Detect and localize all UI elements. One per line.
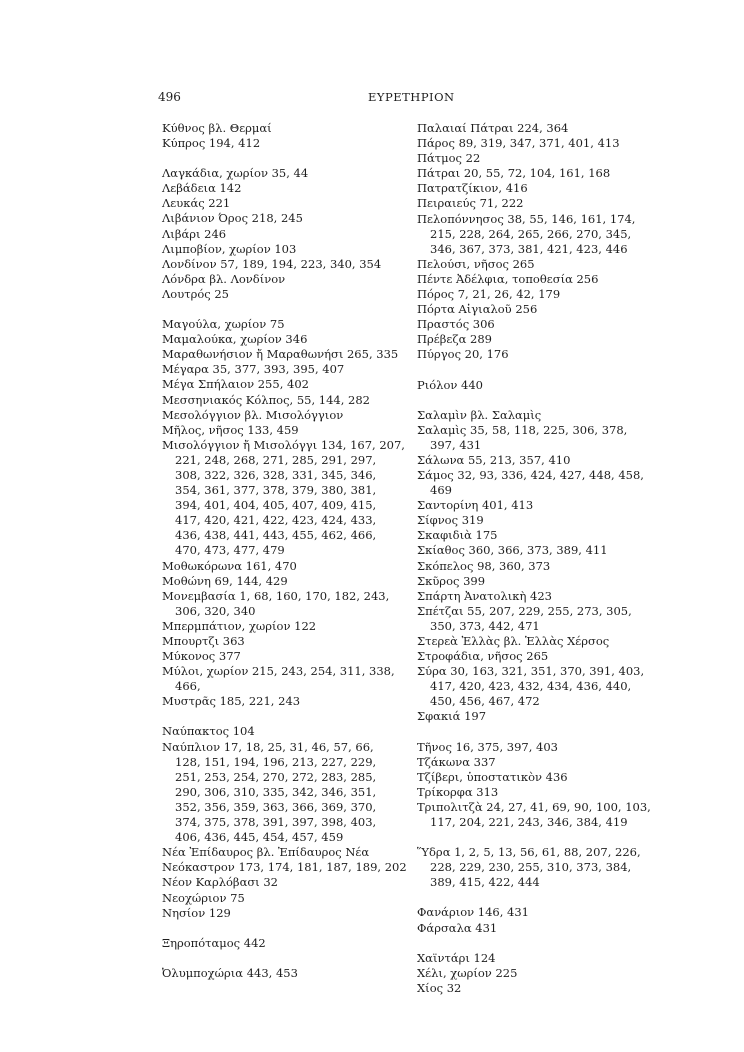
- index-entry: [162, 574, 402, 589]
- index-entry-continuation: 352, 356, 359, 363, 366, 369, 370,: [175, 799, 377, 814]
- index-entry-line: Χίος 32: [417, 980, 462, 995]
- running-title: ΕΥΡΕΤΗΡΙΟΝ: [368, 90, 455, 104]
- index-entry-continuation: 389, 415, 422, 444: [430, 875, 540, 890]
- index-entry-line: Πάτμος 22: [417, 151, 481, 166]
- index-entry: [417, 166, 657, 181]
- index-entry-line: Μοθώνη 69, 144, 429: [162, 573, 288, 588]
- index-entry-line: Πάτραι 20, 55, 72, 104, 161, 168: [417, 166, 611, 181]
- index-entry-continuation: 290, 306, 310, 335, 342, 346, 351,: [175, 784, 377, 799]
- index-entry: [162, 936, 402, 951]
- index-entry-continuation: 350, 373, 442, 471: [430, 618, 540, 633]
- index-entry: [417, 800, 657, 830]
- index-entry: [417, 966, 657, 981]
- section-gap: [162, 709, 402, 724]
- index-entry-line: Σίφνος 319: [417, 513, 484, 528]
- index-entry: [162, 619, 402, 634]
- index-entry-continuation: 306, 320, 340: [175, 603, 256, 618]
- index-entry-continuation: 128, 151, 194, 196, 213, 227, 229,: [175, 754, 377, 769]
- index-entry: [162, 121, 402, 136]
- section-gap: [162, 302, 402, 317]
- index-entry: [417, 951, 657, 966]
- index-entry-line: Λευκάς 221: [162, 196, 231, 211]
- index-entry-line: Πρέβεζα 289: [417, 332, 492, 347]
- index-column-right: [417, 121, 657, 996]
- index-entry-line: Φάρσαλα 431: [417, 920, 498, 935]
- section-gap: [417, 830, 657, 845]
- index-entry-line: Πέντε Ἀδέλφια, τοποθεσία 256: [417, 271, 599, 286]
- index-entry: [417, 332, 657, 347]
- index-entry-line: Χαϊντάρι 124: [417, 950, 496, 965]
- index-entry: [417, 212, 657, 257]
- index-entry-line: Στροφάδια, νῆσος 265: [417, 649, 549, 664]
- index-entry: [162, 181, 402, 196]
- index-entry-line: Νεοχώριον 75: [162, 890, 245, 905]
- index-entry-line: Τῆνος 16, 375, 397, 403: [417, 739, 558, 754]
- index-entry-line: Μυστρᾶς 185, 221, 243: [162, 694, 301, 709]
- index-entry-line: Χέλι, χωρίον 225: [417, 965, 518, 980]
- index-entry-continuation: 397, 431: [430, 437, 482, 452]
- index-entry: [417, 755, 657, 770]
- index-entry-line: Λόνδρα βλ. Λονδίνον: [162, 271, 286, 286]
- index-entry-line: Λιβάρι 246: [162, 226, 227, 241]
- index-entry-line: Σπάρτη Ἀνατολικὴ 423: [417, 588, 552, 603]
- index-entry: [162, 649, 402, 664]
- section-gap: [417, 725, 657, 740]
- index-entry: [417, 785, 657, 800]
- index-entry-line: Σκόπελος 98, 360, 373: [417, 558, 551, 573]
- index-entry-line: Μπερμπάτιον, χωρίον 122: [162, 618, 317, 633]
- index-entry-line: Ναύπακτος 104: [162, 724, 255, 739]
- index-entry-line: Λιμποβίον, χωρίον 103: [162, 241, 297, 256]
- index-entry: [162, 408, 402, 423]
- index-entry-line: Τριπολιτζὰ 24, 27, 41, 69, 90, 100, 103,: [417, 799, 651, 814]
- index-entry-line: Ὕδρα 1, 2, 5, 13, 56, 61, 88, 207, 226,: [417, 845, 641, 860]
- index-entry: [417, 528, 657, 543]
- index-entry: [417, 347, 657, 362]
- index-entry-line: Νέα Ἐπίδαυρος βλ. Ἐπίδαυρος Νέα: [162, 845, 370, 860]
- index-entry-line: Παλαιαί Πάτραι 224, 364: [417, 121, 569, 135]
- index-entry: [417, 302, 657, 317]
- index-entry: [417, 981, 657, 996]
- index-entry-line: Πελοπόννησος 38, 55, 146, 161, 174,: [417, 211, 636, 226]
- index-entry: [162, 437, 405, 559]
- index-entry-continuation: 394, 401, 404, 405, 407, 409, 415,: [175, 498, 377, 513]
- section-gap: [417, 393, 657, 408]
- index-entry-line: Μονεμβασία 1, 68, 160, 170, 182, 243,: [162, 588, 390, 603]
- index-entry-line: Μπουρτζι 363: [162, 634, 245, 648]
- index-entry: [162, 332, 402, 347]
- index-entry-line: Τζίβερι, ὑποστατικὸν 436: [417, 769, 568, 784]
- index-entry: [162, 136, 402, 151]
- index-entry: [162, 242, 402, 257]
- index-entry: [417, 709, 657, 724]
- index-entry: [417, 287, 657, 302]
- index-entry: [162, 362, 402, 377]
- index-entry-continuation: 221, 248, 268, 271, 285, 291, 297,: [175, 452, 377, 467]
- index-entry: [162, 287, 402, 302]
- index-entry: [417, 136, 657, 151]
- index-entry-line: Σαλαμὶν βλ. Σαλαμὶς: [417, 407, 542, 422]
- index-entry-line: Πύργος 20, 176: [417, 347, 509, 362]
- index-entry: [417, 498, 657, 513]
- index-entry-line: Μέγα Σπήλαιον 255, 402: [162, 377, 309, 392]
- index-entry: [162, 257, 402, 272]
- index-entry-line: Πόρτα Αἰγιαλοῦ 256: [417, 302, 538, 317]
- index-entry: [417, 921, 657, 936]
- index-entry-continuation: 346, 367, 373, 381, 421, 423, 446: [430, 241, 628, 256]
- index-entry-line: Ριόλον 440: [417, 377, 483, 392]
- index-entry: [417, 257, 657, 272]
- index-entry-line: Σκαφιδιὰ 175: [417, 528, 498, 543]
- index-entry-line: Πάρος 89, 319, 347, 371, 401, 413: [417, 136, 620, 151]
- index-entry-continuation: 251, 253, 254, 270, 272, 283, 285,: [175, 769, 377, 784]
- index-entry: [162, 272, 402, 287]
- index-entry-line: Νησίον 129: [162, 905, 231, 920]
- index-entry: [417, 845, 657, 890]
- index-entry: [162, 966, 402, 981]
- index-entry: [417, 574, 657, 589]
- index-entry-line: Πραστός 306: [417, 317, 495, 332]
- index-entry-line: Σάμος 32, 93, 336, 424, 427, 448, 458,: [417, 467, 644, 482]
- index-entry-continuation: 308, 322, 326, 328, 331, 345, 346,: [175, 467, 377, 482]
- index-entry: [162, 347, 402, 362]
- index-entry: [162, 875, 402, 890]
- index-entry: [417, 408, 657, 423]
- index-entry: [417, 543, 657, 558]
- index-entry-line: Μοθωκόρωνα 161, 470: [162, 558, 297, 573]
- index-entry-line: Μεσολόγγιον βλ. Μισολόγγιον: [162, 407, 344, 422]
- index-entry-continuation: 354, 361, 377, 378, 379, 380, 381,: [175, 483, 377, 498]
- index-entry-line: Λεβάδεια 142: [162, 181, 242, 196]
- index-entry-continuation: 374, 375, 378, 391, 397, 398, 403,: [175, 815, 377, 830]
- index-entry: [417, 905, 657, 920]
- index-entry-line: Πόρος 7, 21, 26, 42, 179: [417, 287, 561, 302]
- index-entry-line: Λουτρός 25: [162, 286, 229, 301]
- index-entry-line: Μαραθωνήσιον ἤ Μαραθωνήσι 265, 335: [162, 347, 399, 362]
- index-entry: [417, 604, 657, 634]
- index-entry: [162, 906, 402, 921]
- index-entry-line: Μύκονος 377: [162, 649, 241, 664]
- index-entry-continuation: 417, 420, 423, 432, 434, 436, 440,: [430, 679, 632, 694]
- index-entry-line: Κύθνος βλ. Θερμαί: [162, 121, 272, 135]
- index-entry: [162, 694, 402, 709]
- index-entry-line: Στερεὰ Ἑλλὰς βλ. Ἑλλὰς Χέρσος: [417, 634, 610, 648]
- section-gap: [417, 890, 657, 905]
- index-entry-line: Μισολόγγιον ἤ Μισολόγγι 134, 167, 207,: [162, 437, 405, 452]
- index-entry: [417, 513, 657, 528]
- index-entry-line: Μαμαλούκα, χωρίον 346: [162, 332, 308, 347]
- index-entry: [162, 724, 402, 739]
- index-entry-continuation: 450, 456, 467, 472: [430, 694, 540, 709]
- index-entry: [417, 453, 657, 468]
- index-entry-continuation: 436, 438, 441, 443, 455, 462, 466,: [175, 528, 377, 543]
- index-entry-continuation: 117, 204, 221, 243, 346, 384, 419: [430, 815, 628, 830]
- index-entry: [417, 181, 657, 196]
- index-entry-line: Λαγκάδια, χωρίον 35, 44: [162, 166, 309, 181]
- index-entry: [162, 845, 402, 860]
- page-number: 496: [158, 90, 181, 104]
- index-entry: [162, 227, 402, 242]
- index-column-left: [162, 121, 407, 981]
- section-gap: [162, 951, 402, 966]
- index-entry-continuation: 417, 420, 421, 422, 423, 424, 433,: [175, 513, 377, 528]
- index-entry-line: Σφακιά 197: [417, 709, 487, 724]
- index-entry-line: Μῆλος, νῆσος 133, 459: [162, 422, 299, 437]
- index-entry-line: Ναύπλιον 17, 18, 25, 31, 46, 57, 66,: [162, 739, 374, 754]
- index-entry: [417, 151, 657, 166]
- index-entry: [162, 891, 402, 906]
- index-entry: [417, 559, 657, 574]
- index-entry-continuation: 406, 436, 445, 454, 457, 459: [175, 830, 344, 845]
- index-entry: [162, 317, 402, 332]
- index-entry-line: Σαλαμὶς 35, 58, 118, 225, 306, 378,: [417, 422, 628, 437]
- index-entry: [162, 634, 402, 649]
- index-entry: [162, 860, 407, 875]
- index-entry: [417, 664, 657, 709]
- index-entry: [162, 423, 402, 438]
- index-entry-line: Λονδίνον 57, 189, 194, 223, 340, 354: [162, 256, 382, 271]
- index-entry: [162, 664, 402, 694]
- index-entry-line: Σπέτζαι 55, 207, 229, 255, 273, 305,: [417, 603, 632, 618]
- index-entry-line: Λιβάνιον Όρος 218, 245: [162, 211, 303, 226]
- index-entry: [417, 317, 657, 332]
- index-entry-line: Μαγούλα, χωρίον 75: [162, 317, 285, 332]
- index-entry: [417, 740, 657, 755]
- index-entry-continuation: 466,: [175, 679, 201, 694]
- index-entry-line: Μύλοι, χωρίον 215, 243, 254, 311, 338,: [162, 664, 395, 679]
- index-entry-line: Φανάριον 146, 431: [417, 905, 530, 920]
- index-entry-line: Πελούσι, νῆσος 265: [417, 256, 535, 271]
- index-entry-line: Σύρα 30, 163, 321, 351, 370, 391, 403,: [417, 664, 645, 679]
- index-entry-line: Νέον Καρλόβασι 32: [162, 875, 278, 890]
- index-entry: [162, 740, 402, 846]
- index-entry-line: Σκῦρος 399: [417, 573, 486, 588]
- section-gap: [417, 936, 657, 951]
- index-entry-line: Μέγαρα 35, 377, 393, 395, 407: [162, 362, 345, 377]
- index-entry: [417, 423, 657, 453]
- index-entry-continuation: 215, 228, 264, 265, 266, 270, 345,: [430, 226, 632, 241]
- index-entry: [417, 121, 657, 136]
- index-entry: [417, 196, 657, 211]
- index-entry-line: Σαντορίνη 401, 413: [417, 498, 534, 513]
- index-entry-line: Τρίκορφα 313: [417, 784, 499, 799]
- index-entry-line: Ὀλυμποχώρια 443, 453: [162, 965, 298, 980]
- index-entry: [417, 589, 657, 604]
- index-entry-line: Πειραιεύς 71, 222: [417, 196, 524, 211]
- index-entry-continuation: 469: [430, 483, 452, 498]
- index-entry-line: Κύπρος 194, 412: [162, 136, 261, 151]
- section-gap: [417, 363, 657, 378]
- index-entry: [162, 589, 402, 619]
- index-entry: [417, 649, 657, 664]
- section-gap: [162, 921, 402, 936]
- index-entry-line: Σκίαθος 360, 366, 373, 389, 411: [417, 543, 608, 558]
- section-gap: [162, 151, 402, 166]
- index-entry: [417, 468, 657, 498]
- index-entry: [162, 393, 402, 408]
- index-entry-line: Μεσσηνιακός Κόλπος, 55, 144, 282: [162, 392, 370, 407]
- index-entry: [417, 634, 657, 649]
- index-entry: [417, 378, 657, 393]
- index-entry: [162, 377, 402, 392]
- index-entry: [162, 166, 402, 181]
- index-entry: [417, 770, 657, 785]
- index-entry-line: Σάλωνα 55, 213, 357, 410: [417, 452, 571, 467]
- index-entry-continuation: 228, 229, 230, 255, 310, 373, 384,: [430, 860, 632, 875]
- index-entry-line: Ξηροπόταμος 442: [162, 935, 266, 950]
- index-entry-continuation: 470, 473, 477, 479: [175, 543, 285, 558]
- index-entry: [417, 272, 657, 287]
- index-entry-line: Πατρατζίκιον, 416: [417, 181, 528, 196]
- index-entry-line: Τζάκωνα 337: [417, 754, 496, 769]
- index-entry: [162, 211, 402, 226]
- index-entry-line: Νεόκαστρον 173, 174, 181, 187, 189, 202: [162, 860, 407, 875]
- index-entry: [162, 559, 402, 574]
- index-entry: [162, 196, 402, 211]
